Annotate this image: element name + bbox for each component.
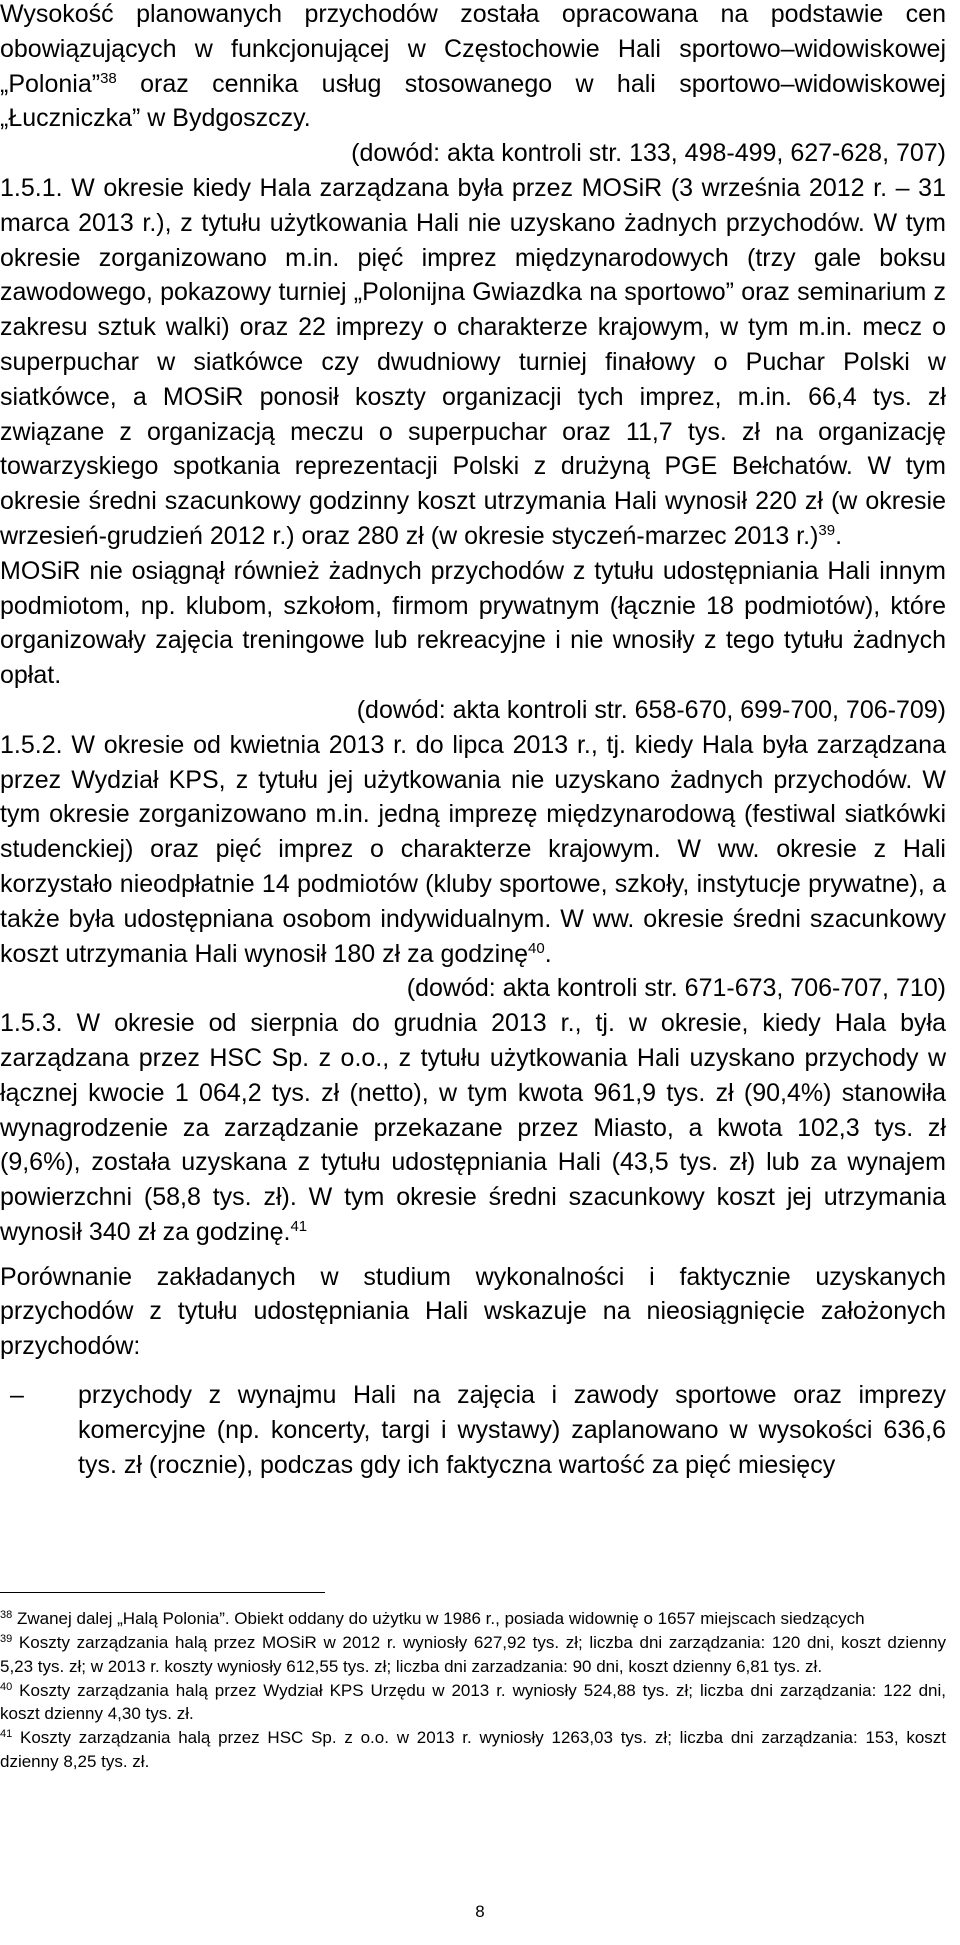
- footnote-39: [0, 1631, 946, 1678]
- comparison-paragraph: Porównanie zakładanych w studium wykonalności i faktycznie uzyskanych przychodów z tytułu udostępniania Hali wskazuje na nieosiągnięcie założonych przychodów:: [0, 1262, 946, 1361]
- evidence-note-3: (dowód: akta kontroli str. 671-673, 706-707, 710): [406, 974, 946, 1003]
- footnote-separator: [0, 1592, 325, 1593]
- page-number: 8: [475, 1902, 485, 1921]
- section-1-text-end: .: [835, 521, 843, 550]
- evidence-note-1: (dowód: akta kontroli str. 133, 498-499, 627-628, 707): [351, 139, 946, 168]
- list-item-text: przychody z wynajmu Hali na zajęcia i zawody sportowe oraz imprezy komercyjne (np. koncerty, targi i wystawy) zaplanowano w wysokości 636,6 tys. zł (rocznie), podczas gdy ich faktyczna wartość za pięć miesięcy: [78, 1381, 946, 1479]
- intro-paragraph: [0, 0, 946, 136]
- footnote-text: Koszty zarządzania halą przez Wydział KPS Urzędu w 2013 r. wyniosły 524,88 tys. zł; liczba dni zarządzania: 122 dni, koszt dzienny 4,30 tys. zł.: [0, 1680, 946, 1724]
- footnote-number: 39: [0, 1633, 13, 1646]
- section-1-5-3-paragraph: [0, 1006, 946, 1250]
- intro-text-continued: oraz cennika usług stosowanego w hali sportowo–widowiskowej „Łuczniczka” w Bydgoszczy.: [0, 69, 946, 133]
- section-1-5-2-paragraph: [0, 728, 946, 972]
- section-number: 1.5.1.: [0, 173, 63, 202]
- footnote-text: Koszty zarządzania halą przez MOSiR w 2012 r. wyniosły 627,92 tys. zł; liczba dni zarządzania: 120 dni, koszt dzienny 5,23 tys. zł; w 2013 r. koszty wyniosły 612,55 tys. zł; liczba dni zarzadzania: 90 dni, koszt dzienny 6,81 tys. zł.: [0, 1633, 946, 1676]
- footnote-number: 38: [0, 1609, 13, 1621]
- footnote-text: Zwanej dalej „Halą Polonia”. Obiekt oddany do użytku w 1986 r., posiada widownię o 1657 miejscach siedzących: [12, 1609, 865, 1628]
- section-2-text: W okresie od kwietnia 2013 r. do lipca 2013 r., tj. kiedy Hala była zarządzana przez Wydział KPS, z tytułu jej użytkowania nie uzyskano żadnych przychodów. W tym okresie zorganizowano m.in. jedną imprezę międzynarodową (festiwal siatkówki studenckiej) oraz pięć imprez o charakterze krajowym. W ww. okresie z Hali korzystało nieodpłatnie 14 podmiotów (kluby sportowe, szkoły, instytucje prywatne), a także była udostępniana osobom indywidualnym. W ww. okresie średni szacunkowy koszt utrzymania Hali wynosił 180 zł za godzinę: [0, 730, 946, 968]
- footnote-ref-40[interactable]: 40: [528, 939, 545, 957]
- section-number: 1.5.3.: [0, 1009, 63, 1038]
- footnote-ref-41[interactable]: 41: [290, 1217, 308, 1235]
- evidence-note-2: (dowód: akta kontroli str. 658-670, 699-700, 706-709): [356, 695, 946, 724]
- footnotes: [0, 1607, 946, 1774]
- list-item: [0, 1378, 946, 1482]
- footnote-text: Koszty zarządzania halą przez HSC Sp. z o.o. w 2013 r. wyniosły 1263,03 tys. zł; liczba dni zarządzania: 153, koszt dzienny 8,25 tys. zł.: [0, 1728, 946, 1771]
- footnote-ref-38[interactable]: 38: [100, 69, 117, 87]
- comparison-list: [0, 1378, 946, 1482]
- section-1-5-1-paragraph: [0, 171, 946, 554]
- footnote-38: [0, 1607, 946, 1630]
- section-3-text: W okresie od sierpnia do grudnia 2013 r., tj. w okresie, kiedy Hala była zarządzana przez HSC Sp. z o.o., z tytułu użytkowania Hali uzyskano przychody w łącznej kwocie 1 064,2 tys. zł (netto), w tym kwota 961,9 tys. zł (90,4%) stanowiła wynagrodzenie za zarządzanie przekazane przez Miasto, a kwota 102,3 tys. zł (9,6%), została uzyskana z tytułu udostępniania Hali (43,5 tys. zł) lub za wynajem powierzchni (58,8 tys. zł). W tym okresie średni szacunkowy koszt jej utrzymania wynosił 340 zł za godzinę.: [0, 1009, 946, 1246]
- section-2-text-end: .: [544, 939, 552, 968]
- mosir-paragraph: MOSiR nie osiągnął również żadnych przychodów z tytułu udostępniania Hali innym podmiotom, np. klubom, szkołom, firmom prywatnym (łącznie 18 podmiotów), które organizowały zajęcia treningowe lub rekreacyjne i nie wnosiły z tego tytułu żadnych opłat.: [0, 556, 946, 690]
- dash-bullet: –: [10, 1381, 24, 1410]
- footnote-number: 40: [0, 1680, 13, 1693]
- footnote-41: [0, 1726, 946, 1773]
- section-1-text: W okresie kiedy Hala zarządzana była przez MOSiR (3 września 2012 r. – 31 marca 2013 r.), z tytułu użytkowania Hali nie uzyskano żadnych przychodów. W tym okresie zorganizowano m.in. pięć imprez międzynarodowych (trzy gale boksu zawodowego, pokazowy turniej „Polonijna Gwiazdka na sportowo” oraz seminarium z zakresu sztuk walki) oraz 22 imprezy o charakterze krajowym, w tym m.in. mecz o superpuchar w siatkówce czy dwudniowy turniej finałowy o Puchar Polski w siatkówce, a MOSiR ponosił koszty organizacji tych imprez, m.in. 66,4 tys. zł związane z organizacją meczu o superpuchar oraz 11,7 tys. zł na organizację towarzyskiego spotkania reprezentacji Polski z drużyną PGE Bełchatów. W tym okresie średni szacunkowy godzinny koszt utrzymania Hali wynosił 220 zł (w okresie wrzesień-grudzień 2012 r.) oraz 280 zł (w okresie styczeń-marzec 2013 r.): [0, 173, 946, 550]
- section-number: 1.5.2.: [0, 730, 63, 759]
- footnote-40: [0, 1679, 946, 1726]
- footnote-ref-39[interactable]: 39: [818, 521, 836, 539]
- footnote-number: 41: [0, 1728, 13, 1741]
- intro-text: Wysokość planowanych przychodów została opracowana na podstawie cen obowiązujących w funkcjonującej w Częstochowie Hali sportowo–widowiskowej „Polonia”: [0, 0, 946, 98]
